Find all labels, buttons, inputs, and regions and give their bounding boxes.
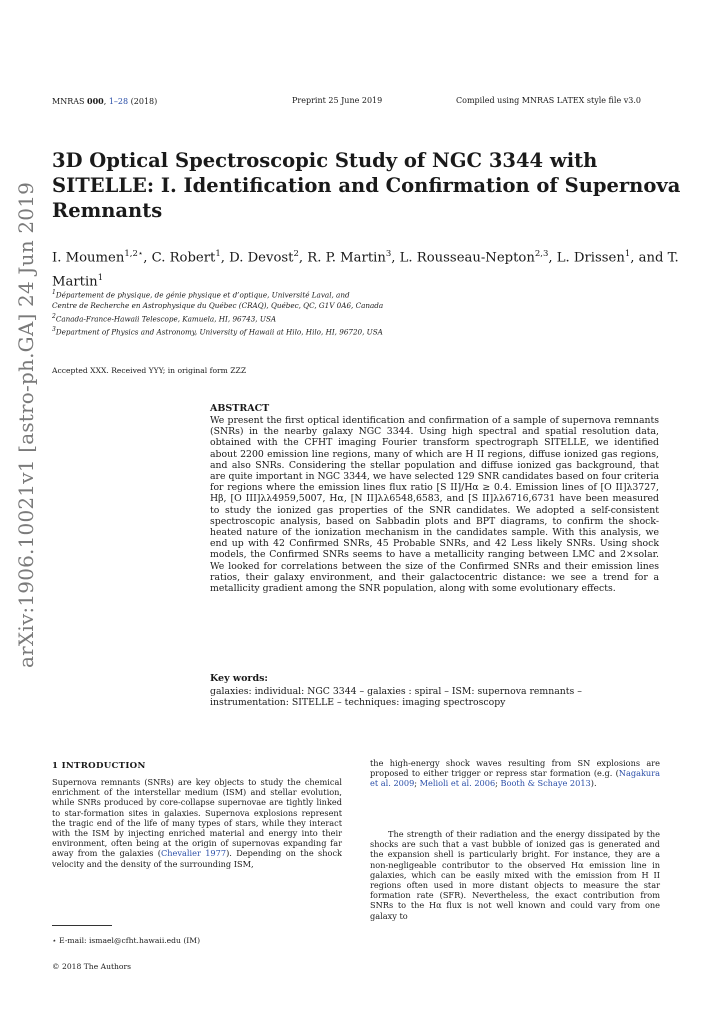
section-heading-introduction: 1 INTRODUCTION (52, 761, 146, 771)
affiliation-line: $^3$Department of Physics and Astronomy, University of Hawaii at Hilo, Hilo, HI, 96720, USA (52, 325, 383, 336)
affiliations (52, 288, 682, 338)
paper-title: 3D Optical Spectroscopic Study of NGC 3344 with SITELLE: I. Identification and Confirmation of Supernova Remnants (52, 149, 681, 222)
affiliation-line: $^2$Canada-France-Hawaii Telescope, Kamuela, HI, 96743, USA (52, 312, 277, 323)
author-affiliation-mark: 1 (624, 249, 631, 259)
citation-link[interactable]: Melioli et al. 2006 (419, 778, 496, 789)
arxiv-stamp: arXiv:1906.10021v1 [astro-ph.GA] 24 Jun 2019 (14, 181, 38, 668)
citation-link[interactable]: Nagakura et al. 2009 (370, 768, 660, 789)
affiliation-line: Centre de Recherche en Astrophysique du Québec (CRAQ), Québec, QC, G1V 0A6, Canada (52, 300, 384, 310)
author-name: D. Devost (229, 250, 294, 266)
author-name: R. P. Martin (307, 250, 386, 266)
abstract-heading: ABSTRACT (210, 403, 270, 414)
footnote-rule (52, 925, 112, 926)
intro-column-2-para-1: the high-energy shock waves resulting from SN explosions are proposed to either trigger or repress star formation (e.g. (Nagakura et al. 2009; Melioli et al. 2006; Booth & Schaye 2013). (370, 758, 660, 789)
author-affiliation-mark: 1 (97, 273, 104, 284)
author-list: I. Moumen$^{1,2⋆}$, C. Robert$^1$, D. Devost$^2$, R. P. Martin$^3$, L. Rousseau-Nepton$^{2,3}$, L. Drissen$^1$, and T. Martin$^1$ (52, 249, 679, 290)
author-name: C. Robert (151, 250, 216, 266)
citation-link[interactable]: Chevalier 1977 (160, 848, 227, 859)
author-name: L. Drissen (556, 250, 625, 266)
author-name: L. Rousseau-Nepton (399, 250, 535, 266)
running-header-compiled: Compiled using MNRAS LATEX style file v3.0 (456, 96, 641, 105)
intro-column-1: Supernova remnants (SNRs) are key objects to study the chemical enrichment of the interstellar medium (ISM) and stellar evolution, while SNRs produced by core-collapse supernovae are tightly linked to star-formation sites in galaxies. Supernova explosions represent the tragic end of the life of many types of stars, while they interact with the ISM by injecting enriched material and energy into their environment, often being at the origin of supernovas expanding far away from the galaxies (Chevalier 1977). Depending on the shock velocity and the density of the surrounding ISM, (52, 777, 343, 869)
pages-link[interactable]: 1–28 (108, 97, 129, 106)
author-name: T. Martin (52, 250, 679, 290)
author-affiliation-mark: 1 (215, 249, 221, 259)
running-header-preprint-date: Preprint 25 June 2019 (292, 96, 383, 105)
author-affiliation-mark: 2,3 (534, 249, 549, 259)
affiliation-3: Department of Physics and Astronomy, University of Hawaii at Hilo, Hilo, HI, 96720, USA (55, 326, 383, 336)
author-affiliation-mark: 1,2⋆ (124, 249, 144, 259)
author-name: I. Moumen (52, 250, 125, 266)
accepted-line: Accepted XXX. Received YYY; in original form ZZZ (52, 366, 247, 375)
keywords-heading: Key words: (210, 673, 268, 684)
running-header-journal: MNRAS 000, 1–28 (2018) (52, 96, 158, 106)
affiliation-2: Canada-France-Hawaii Telescope, Kamuela, HI, 96743, USA (55, 313, 277, 323)
affiliation-1a: Département de physique, de génie physique et d’optique, Université Laval, and (55, 290, 350, 300)
copyright: © 2018 The Authors (52, 962, 132, 971)
author-affiliation-mark: 3 (385, 249, 392, 259)
citation-link[interactable]: Booth & Schaye 2013 (500, 778, 591, 789)
intro-column-2-para-2: The strength of their radiation and the energy dissipated by the shocks are such that a vast bubble of ionized gas is generated and the expansion shell is particularly bright. For instance, they are a non-negligeable contributor to the observed Hα emission line in galaxies, which can be easily mixed with the emission from H II regions often used in more distant objects to measure the star formation rate (SFR). Nevertheless, the exact contribution from SNRs to the Hα flux is not well known and could vary from one galaxy to (370, 829, 660, 921)
abstract-text: We present the first optical identification and confirmation of a sample of supernova remnants (SNRs) in the nearby galaxy NGC 3344. Using high spectral and spatial resolution data, obtained with the CFHT imaging Fourier transform spectrograph SITELLE, we identified about 2200 emission line regions, many of which are H II regions, diffuse ionized gas regions, and also SNRs. Considering the stellar population and diffuse ionized gas background, that are quite important in NGC 3344, we have selected 129 SNR candidates based on four criteria for regions where the emission lines flux ratio [S II]/Hα ≥ 0.4. Emission lines of [O II]λ3727, Hβ, [O III]λλ4959,5007, Hα, [N II]λλ6548,6583, and [S II]λλ6716,6731 have been measured to study the ionized gas properties of the SNR candidates. We adopted a self-consistent spectroscopic analysis, based on Sabbadin plots and BPT diagrams, to confirm the shock-heated nature of the ionization mechanism in the candidates sample. With this analysis, we end up with 42 Confirmed SNRs, 45 Probable SNRs, and 42 Less likely SNRs. Using shock models, the Confirmed SNRs seems to have a metallicity ranging between LMC and 2×solar. We looked for correlations between the size of the Confirmed SNRs and their emission lines ratios, their galaxy environment, and their galactocentric distance: we see a trend for a metallicity gradient among the SNR population, along with some evolutionary effects. (210, 415, 659, 595)
affiliation-line: $^1$Département de physique, de génie physique et d’optique, Université Laval, and (52, 289, 350, 300)
author-affiliation-mark: 2 (293, 249, 299, 259)
keywords-text: galaxies: individual: NGC 3344 – galaxies : spiral – ISM: supernova remnants – instrumentation: SITELLE – techniques: imaging spectroscopy (210, 686, 582, 709)
footnote-email: ⋆ E-mail: ismael@cfht.hawaii.edu (IM) (52, 936, 201, 945)
